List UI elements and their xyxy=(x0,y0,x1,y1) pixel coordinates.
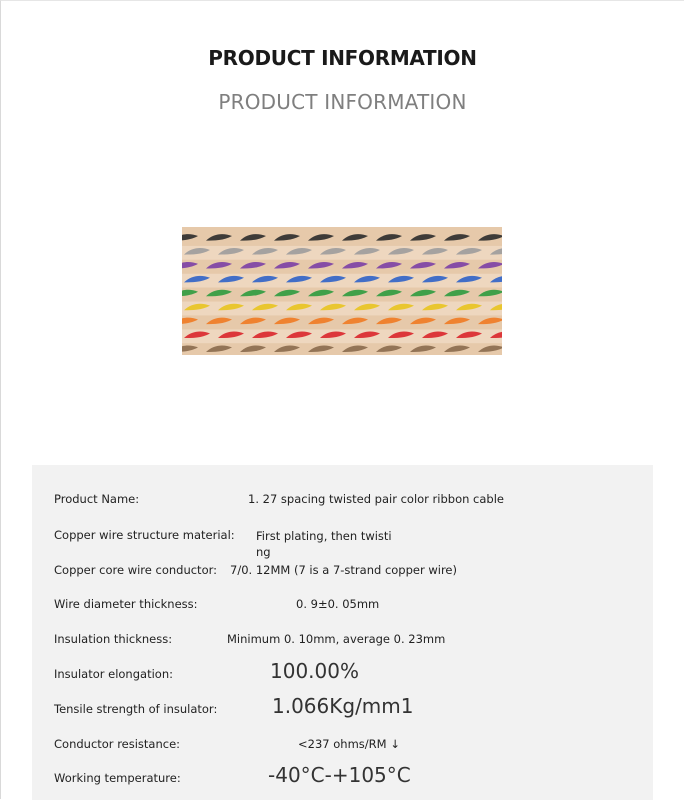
spec-label: Copper wire structure material: xyxy=(54,528,235,542)
spec-label: Working temperature: xyxy=(54,771,181,785)
spec-label: Copper core wire conductor: xyxy=(54,563,217,577)
page-title: PRODUCT INFORMATION xyxy=(208,46,477,70)
spec-label: Insulator elongation: xyxy=(54,667,173,681)
ribbon-cable-image xyxy=(182,227,502,355)
spec-label: Wire diameter thickness: xyxy=(54,597,198,611)
spec-value: -40°C-+105°C xyxy=(268,763,411,787)
spec-value: <237 ohms/RM ↓ xyxy=(298,737,400,751)
spec-label: Tensile strength of insulator: xyxy=(54,702,218,716)
spec-label: Conductor resistance: xyxy=(54,737,181,751)
cable-wire-strands xyxy=(182,232,502,355)
spec-value: 1.066Kg/mm1 xyxy=(272,694,414,718)
spec-panel xyxy=(32,465,653,800)
spec-value: 7/0. 12MM (7 is a 7-strand copper wire) xyxy=(230,563,457,577)
spec-value: 100.00% xyxy=(270,659,359,683)
spec-label: Product Name: xyxy=(54,492,140,506)
spec-label: Insulation thickness: xyxy=(54,632,173,646)
spec-value: Minimum 0. 10mm, average 0. 23mm xyxy=(227,632,446,646)
spec-value: 1. 27 spacing twisted pair color ribbon cable xyxy=(248,492,504,506)
spec-value: 0. 9±0. 05mm xyxy=(296,597,380,611)
page-subtitle: PRODUCT INFORMATION xyxy=(218,90,467,114)
spec-value: First plating, then twisti ng xyxy=(256,529,392,559)
